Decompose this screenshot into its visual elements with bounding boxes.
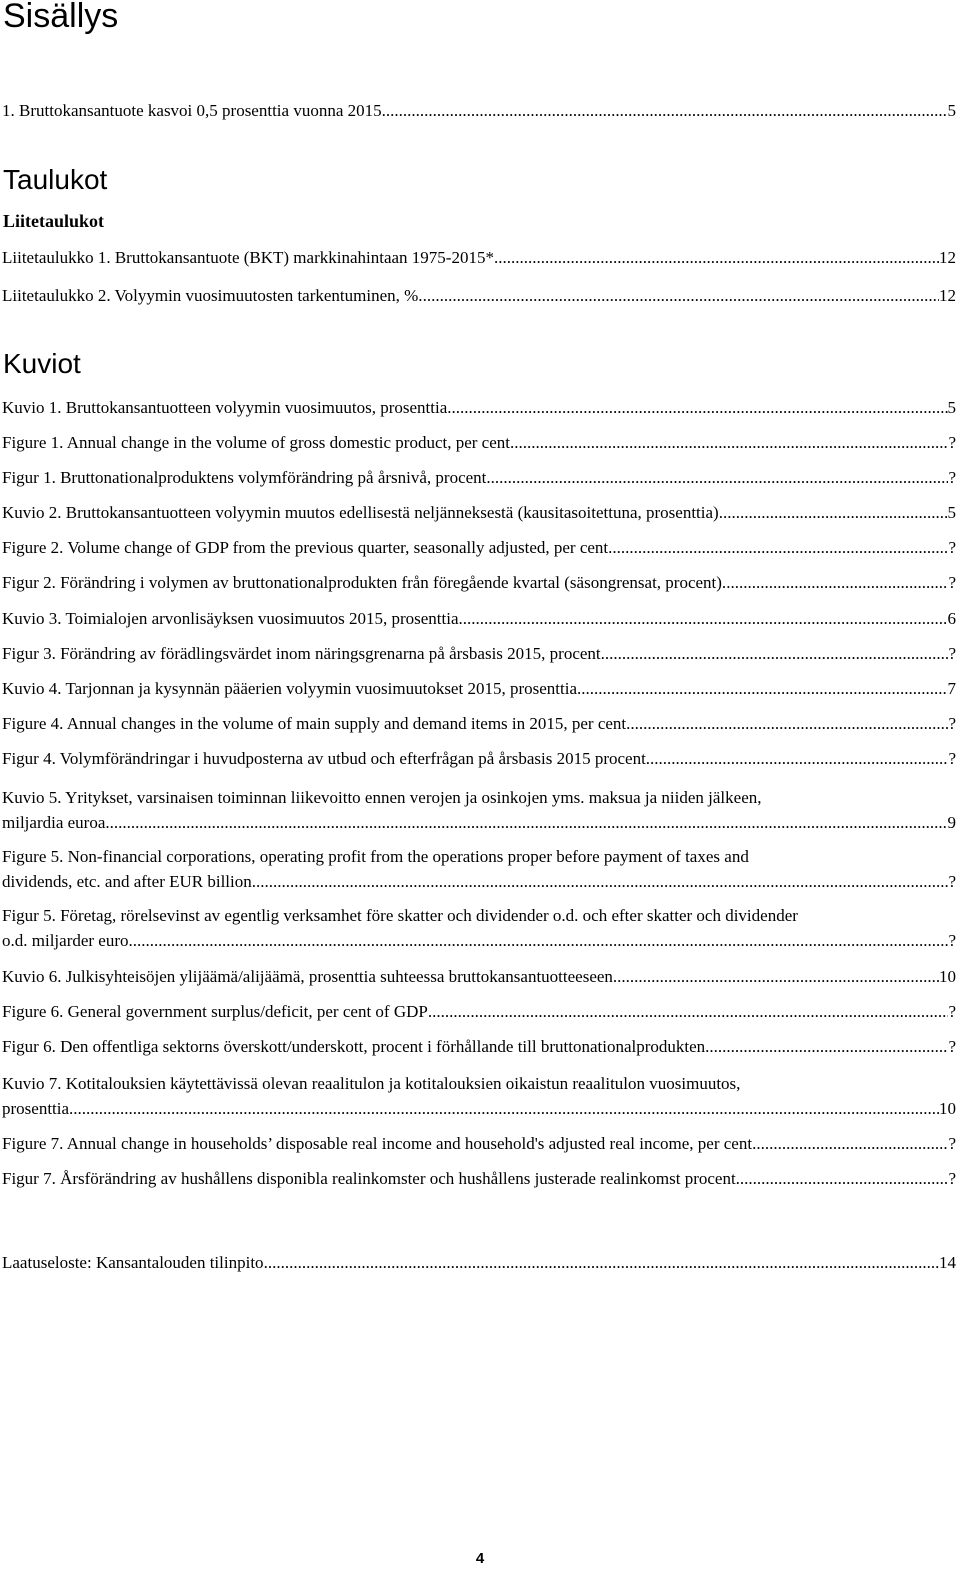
toc-leader-dots <box>252 869 949 894</box>
toc-entry-label: Kuvio 6. Julkisyhteisöjen ylijäämä/alijäämä, prosenttia suhteessa bruttokansantuotteeseen <box>2 967 613 986</box>
toc-page-number: ? <box>948 872 956 891</box>
toc-entry-label: Laatuseloste: Kansantalouden tilinpito <box>2 1253 264 1272</box>
figures-heading: Kuviot <box>3 348 81 379</box>
toc-page-number: 7 <box>947 679 956 698</box>
toc-entry-figure[interactable] <box>2 1071 956 1121</box>
toc-page-number: 5 <box>947 503 956 522</box>
toc-entry-label-line2: o.d. miljarder euro <box>2 931 129 950</box>
toc-entry-figure[interactable] <box>2 1131 956 1155</box>
toc-leader-dots <box>613 966 939 988</box>
toc-entry-label: Figur 7. Årsförändring av hushållens disponibla realinkomster och hushållens justerade realinkomst procent <box>2 1169 736 1188</box>
toc-entry-figure[interactable] <box>2 570 956 594</box>
toc-entry-figure[interactable] <box>2 903 956 953</box>
toc-page-number: ? <box>948 749 956 768</box>
toc-entry-label: Figure 4. Annual changes in the volume of main supply and demand items in 2015, per cent <box>2 714 627 733</box>
toc-page-number: 10 <box>939 1099 956 1118</box>
toc-entry-label: Figur 3. Förändring av förädlingsvärdet inom näringsgrenarna på årsbasis 2015, procent <box>2 644 601 663</box>
toc-leader-dots <box>129 928 949 953</box>
toc-leader-dots <box>423 285 939 307</box>
toc-leader-dots <box>105 810 947 835</box>
toc-entry-label: Figure 1. Annual change in the volume of gross domestic product, per cent <box>2 433 510 452</box>
toc-leader-dots <box>719 502 948 524</box>
toc-entry-appendix-table-1[interactable] <box>2 245 956 269</box>
toc-entry-figure[interactable] <box>2 676 956 700</box>
toc-leader-dots <box>705 1036 948 1058</box>
toc-page-number: 6 <box>947 609 956 628</box>
toc-page-number: ? <box>948 538 956 557</box>
toc-leader-dots <box>264 1252 939 1274</box>
toc-entry-label: Liitetaulukko 1. Bruttokansantuote (BKT) markkinahintaan 1975-2015*. <box>2 248 499 267</box>
toc-leader-dots <box>386 100 948 122</box>
toc-page-number: 5 <box>947 398 956 417</box>
toc-entry-figure[interactable] <box>2 1034 956 1058</box>
toc-page-number: ? <box>948 931 956 950</box>
toc-leader-dots <box>498 247 939 269</box>
toc-page-number: ? <box>948 1037 956 1056</box>
toc-entry-label: Figur 6. Den offentliga sektorns överskott/underskott, procent i förhållande till bruttonationalprodukten <box>2 1037 706 1056</box>
toc-entry-label-line1: Figure 5. Non-financial corporations, operating profit from the operations proper before payment of taxes and <box>2 847 749 866</box>
toc-entry-label: Figur 1. Bruttonationalproduktens volymförändring på årsnivå, procent <box>2 468 487 487</box>
toc-entry-label-line2: prosenttia <box>2 1099 70 1118</box>
toc-leader-dots <box>601 643 949 665</box>
toc-entry-label: Figur 2. Förändring i volymen av bruttonationalprodukten från föregående kvartal (säsongrensat, procent). <box>2 573 727 592</box>
toc-leader-dots <box>577 678 948 700</box>
toc-entry-label: Kuvio 1. Bruttokansantuotteen volyymin vuosimuutos, prosenttia <box>2 398 448 417</box>
toc-entry-label: Figure 2. Volume change of GDP from the previous quarter, seasonally adjusted, per cent <box>2 538 609 557</box>
toc-entry-label: Liitetaulukko 2. Volyymin vuosimuutosten tarkentuminen, %. <box>2 286 423 305</box>
toc-entry-label-line2: miljardia euroa <box>2 813 106 832</box>
toc-entry-label: Kuvio 2. Bruttokansantuotteen volyymin muutos edellisestä neljänneksestä (kausitasoitettuna, prosenttia) <box>2 503 719 522</box>
toc-entry-label: Figur 4. Volymförändringar i huvudposterna av utbud och efterfrågan på årsbasis 2015 procent <box>2 749 646 768</box>
toc-entry-figure[interactable] <box>2 465 956 489</box>
page-number: 4 <box>475 1550 485 1567</box>
toc-entry-figure[interactable] <box>2 606 956 630</box>
toc-entry-figure[interactable] <box>2 844 956 894</box>
toc-page-number: 9 <box>947 813 956 832</box>
toc-entry-label-line1: Figur 5. Företag, rörelsevinst av egentlig verksamhet före skatter och dividender o.d. och efter skatter och dividender <box>2 906 798 925</box>
toc-leader-dots <box>726 572 948 594</box>
toc-entry-figure[interactable] <box>2 999 956 1023</box>
toc-entry-label-line2: dividends, etc. and after EUR billion <box>2 872 252 891</box>
toc-entry-figure[interactable] <box>2 746 956 770</box>
toc-page-number: 12 <box>939 286 956 305</box>
toc-entry-label: Kuvio 4. Tarjonnan ja kysynnän pääerien volyymin vuosimuutokset 2015, prosenttia <box>2 679 577 698</box>
toc-entry-figure[interactable] <box>2 964 956 988</box>
toc-leader-dots <box>626 713 948 735</box>
toc-page-number: ? <box>948 1002 956 1021</box>
toc-entry-figure[interactable] <box>2 535 956 559</box>
toc-leader-dots <box>447 397 947 419</box>
toc-entry-figure[interactable] <box>2 1166 956 1190</box>
tables-heading: Taulukot <box>3 164 108 195</box>
toc-page-number: ? <box>948 468 956 487</box>
toc-page-number: ? <box>948 1134 956 1153</box>
toc-entry-label-line1: Kuvio 7. Kotitalouksien käytettävissä olevan reaalitulon ja kotitalouksien oikaistun reaalitulon vuosimuutos, <box>2 1074 741 1093</box>
toc-page-number: 14 <box>939 1253 956 1272</box>
toc-entry-figure[interactable] <box>2 395 956 419</box>
toc-leader-dots <box>646 748 949 770</box>
toc-leader-dots <box>486 467 948 489</box>
toc-entry-label: Figure 6. General government surplus/deficit, per cent of GDP <box>2 1002 428 1021</box>
toc-entry-label: 1. Bruttokansantuote kasvoi 0,5 prosenttia vuonna 2015. <box>2 101 386 120</box>
toc-leader-dots <box>608 537 948 559</box>
toc-entry-label: Figure 7. Annual change in households’ disposable real income and household's adjusted real income, per cent <box>2 1134 753 1153</box>
toc-page-number: ? <box>948 433 956 452</box>
toc-page-number: ? <box>948 714 956 733</box>
toc-leader-dots <box>428 1001 949 1023</box>
toc-leader-dots <box>459 608 948 630</box>
toc-entry-appendix-table-2[interactable] <box>2 283 956 307</box>
toc-entry-figure[interactable] <box>2 785 956 835</box>
toc-entry-label-line1: Kuvio 5. Yritykset, varsinaisen toiminnan liikevoitto ennen verojen ja osinkojen yms. maksua ja niiden jälkeen, <box>2 788 762 807</box>
toc-page-number: 12 <box>939 248 956 267</box>
appendix-tables-subheading: Liitetaulukot <box>3 211 105 231</box>
page-title: Sisällys <box>3 0 119 35</box>
toc-entry-figure[interactable] <box>2 641 956 665</box>
toc-page-number: ? <box>948 644 956 663</box>
toc-leader-dots <box>736 1168 949 1190</box>
toc-leader-dots <box>510 432 948 454</box>
toc-leader-dots <box>752 1133 948 1155</box>
toc-leader-dots <box>69 1096 939 1121</box>
toc-entry-figure[interactable] <box>2 430 956 454</box>
toc-entry-label: Kuvio 3. Toimialojen arvonlisäyksen vuosimuutos 2015, prosenttia <box>2 609 459 628</box>
toc-page-number: ? <box>948 573 956 592</box>
toc-page-number: ? <box>948 1169 956 1188</box>
toc-entry-chapter-1[interactable] <box>2 98 956 122</box>
toc-page-number: 10 <box>939 967 956 986</box>
toc-entry-figure[interactable] <box>2 500 956 524</box>
toc-page-number: 5 <box>947 101 956 120</box>
toc-entry-figure[interactable] <box>2 711 956 735</box>
toc-entry-quality-description[interactable] <box>2 1250 956 1274</box>
